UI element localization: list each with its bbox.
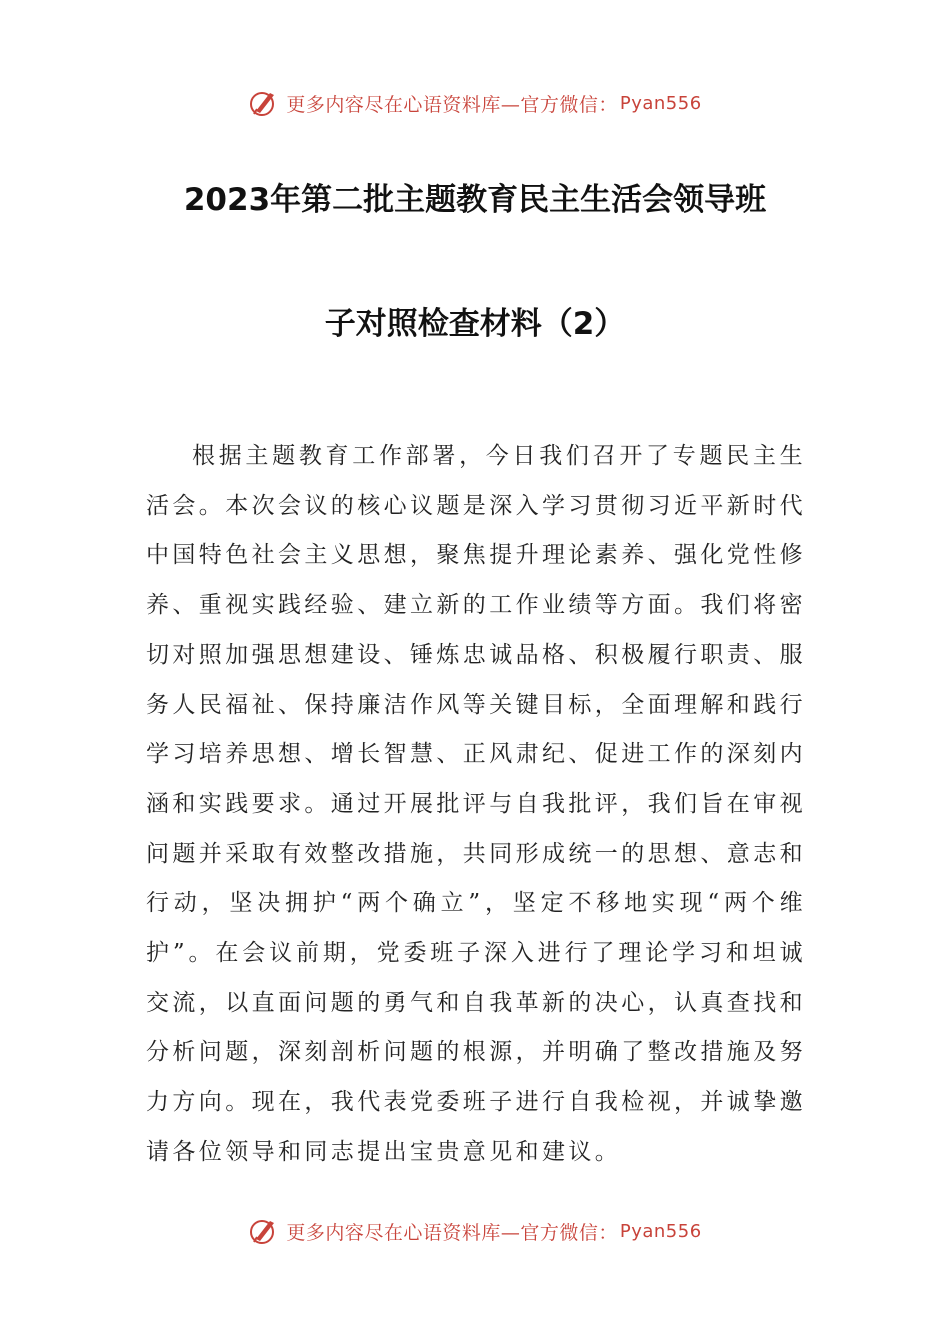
header-watermark (0, 86, 950, 120)
quill-pen-logo-icon (248, 1215, 280, 1247)
watermark-text: 更多内容尽在心语资料库—官方微信： (286, 1221, 618, 1244)
quill-pen-logo-icon (248, 87, 280, 119)
body-paragraph: 根据主题教育工作部署，今日我们召开了专题民主生活会。本次会议的核心议题是深入学习贯彻习近平新时代中国特色社会主义思想，聚焦提升理论素养、强化党性修养、重视实践经验、建立新的工作业绩等方面。我们将密切对照加强思想建设、锤炼忠诚品格、积极履行职责、服务人民福祉、保持廉洁作风等关键目标，全面理解和践行学习培养思想、增长智慧、正风肃纪、促进工作的深刻内涵和实践要求。通过开展批评与自我批评，我们旨在审视问题并采取有效整改措施，共同形成统一的思想、意志和行动，坚决拥护“两个确立”，坚定不移地实现“两个维护”。在会议前期，党委班子深入进行了理论学习和坦诚交流，以直面问题的勇气和自我革新的决心，认真查找和分析问题，深刻剖析问题的根源，并明确了整改措施及努力方向。现在，我代表党委班子进行自我检视，并诚挚邀请各位领导和同志提出宝贵意见和建议。 (146, 443, 806, 1165)
watermark-wechat-id: Pyan556 (619, 1220, 702, 1242)
document-title-line-2: 子对照检查材料（2） (324, 306, 626, 342)
watermark-wechat-id: Pyan556 (619, 92, 702, 114)
document-title-line-1: 2023年第二批主题教育民主生活会领导班 (183, 182, 767, 218)
watermark-text: 更多内容尽在心语资料库—官方微信： (286, 93, 618, 116)
footer-watermark (0, 1214, 950, 1248)
